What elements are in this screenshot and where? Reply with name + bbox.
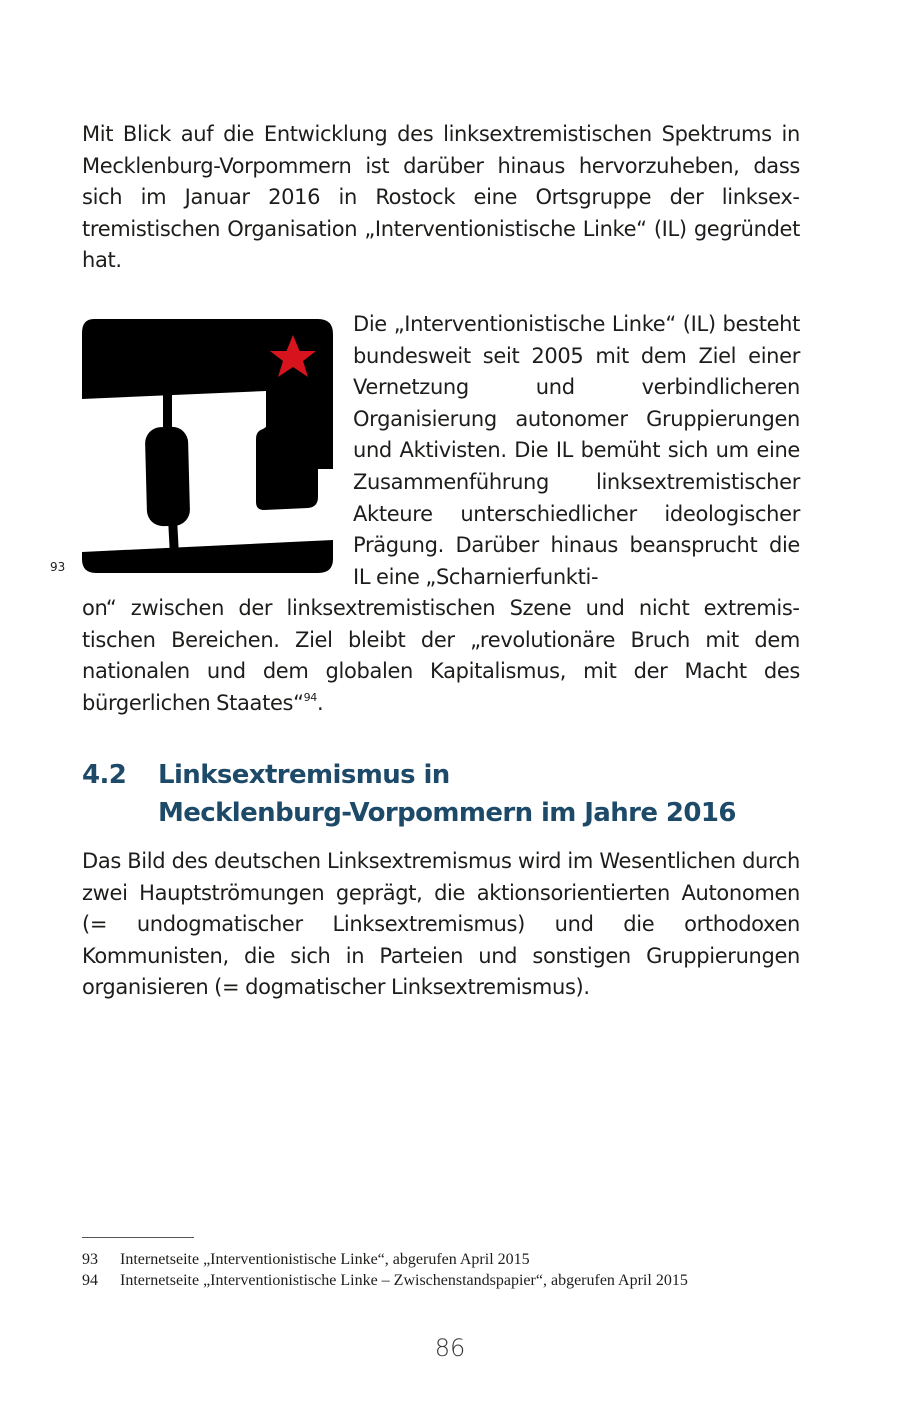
sentence-end: .: [316, 690, 324, 715]
section-title: [158, 756, 808, 832]
footnote-text: Internetseite „Interventionistische Linke – Zwischenstandspapier“, abgerufen April 2015: [120, 1272, 688, 1289]
overview-paragraph: Das Bild des deutschen Linksextremismus wird im Wesentlichen durch zwei Hauptströmungen geprägt, die aktionsorientierten Autonomen (= undogmatischer Linksextremismus) und die orthodoxen Kommunisten, die sich in Parteien und sonstigen Gruppierungen organisieren (= dogmatischer Linksextremismus).: [82, 849, 800, 1000]
footnote-text: Internetseite „Interventionistische Linke“, abgerufen April 2015: [120, 1251, 530, 1268]
intro-paragraph: Mit Blick auf die Entwicklung des linksextremistischen Spektrums in Mecklenburg-Vorpommern ist darüber hinaus hervorzuheben, dass sich im Januar 2016 in Rostock eine Ortsgruppe der linksextremistischen Organisation „Interventionistische Linke“ (IL) gegründet hat.: [82, 122, 800, 273]
interventionistische-linke-logo-icon: [80, 319, 334, 575]
il-description-continued: [82, 593, 800, 719]
footnote-number: 93: [82, 1251, 98, 1268]
il-description-paragraph: Die „Interventionistische Linke“ (IL) besteht bundesweit seit 2005 mit dem Ziel einer Vernetzung und verbindlicheren Organisierung autonomer Gruppierungen und Aktivisten. Die IL bemüht sich um eine Zusammenführung linksextremistischer Akteure unterschiedlicher ideologischer Prägung. Darüber hinaus beansprucht die IL eine „Scharnierfunkti-: [353, 312, 800, 589]
footnote-ref-94[interactable]: 94: [303, 690, 317, 704]
figure-footnote-ref: 93: [50, 560, 66, 574]
section-title-line-2: Mecklenburg-Vorpommern im Jahre 2016: [158, 798, 736, 828]
il-description-continued-text: on“ zwischen der linksextremistischen Szene und nicht extremistischen Bereichen. Ziel bleibt der „revolutionäre Bruch mit dem nationalen und dem globalen Kapitalismus, mit der Macht des bürgerlichen Staates“: [82, 596, 800, 715]
footnote-94: [82, 1271, 688, 1291]
page-number: 86: [434, 1334, 466, 1362]
footnote-divider: [82, 1237, 194, 1238]
section-title-line-1: Linksextremismus in: [158, 760, 450, 790]
section-number: 4.2: [82, 760, 127, 790]
footnote-number: 94: [82, 1272, 98, 1289]
footnote-93: [82, 1250, 530, 1270]
